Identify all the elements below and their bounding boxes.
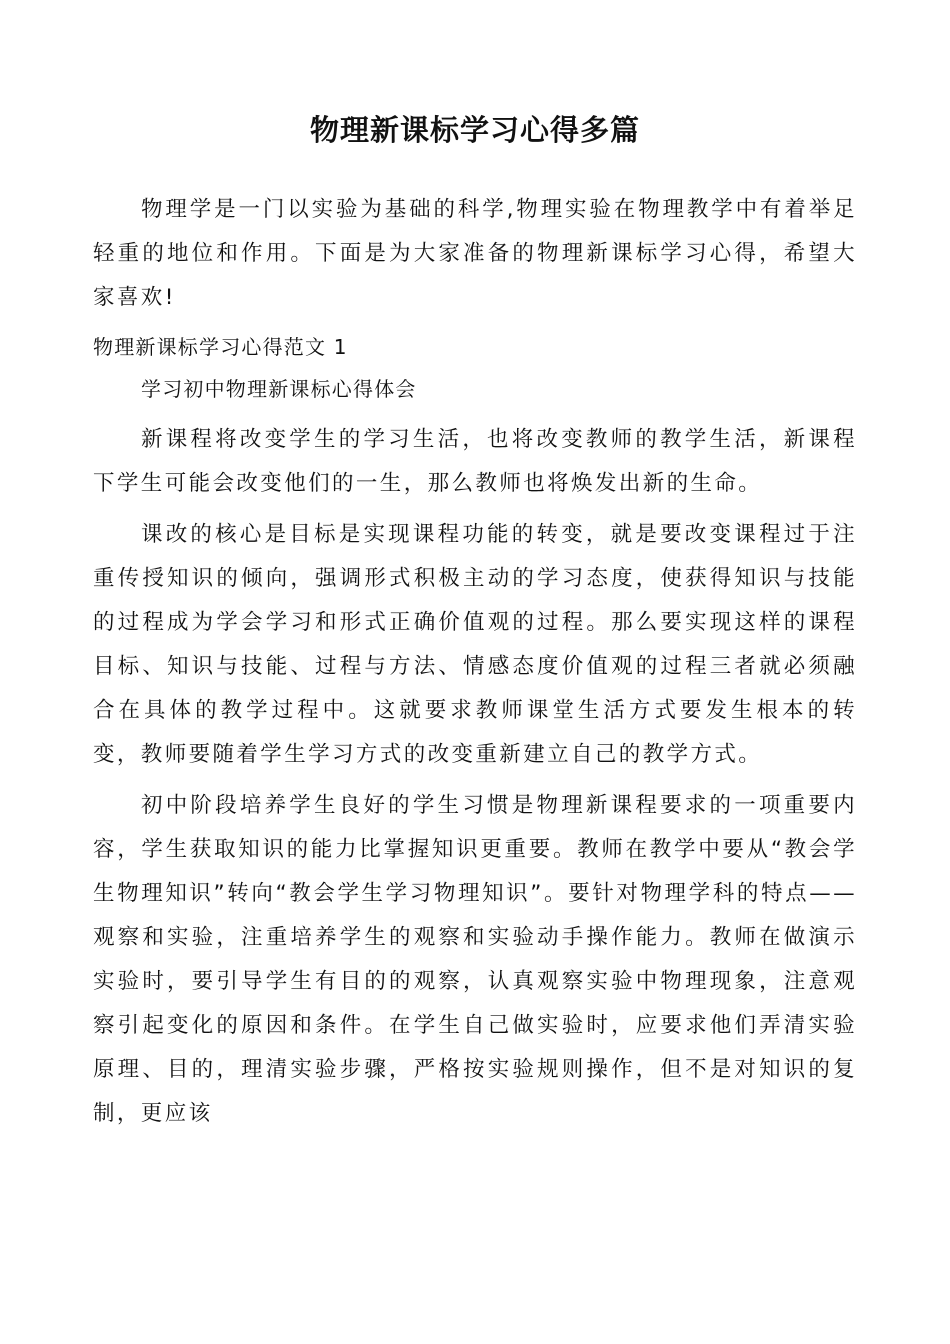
body-paragraph-3: 初中阶段培养学生良好的学生习惯是物理新课程要求的一项重要内容，学生获取知识的能力比掌握知识更重要。教师在教学中要从“教会学生物理知识”转向“教会学生学习物理知识”。要针对物理学科的特点——观察和实验，注重培养学生的观察和实验动手操作能力。教师在做演示实验时，要引导学生有目的的观察，认真观察实验中物理现象，注意观察引起变化的原因和条件。在学生自己做实验时，应要求他们弄清实验原理、目的，理清实验步骤，严格按实验规则操作，但不是对知识的复制，更应该 — [93, 793, 857, 1126]
intro-paragraph: 物理学是一门以实验为基础的科学,物理实验在物理教学中有着举足轻重的地位和作用。下面是为大家准备的物理新课标学习心得，希望大家喜欢! — [93, 197, 857, 310]
document-body — [93, 188, 857, 1136]
sub-heading: 学习初中物理新课标心得体会 — [141, 377, 417, 401]
body-paragraph-2: 课改的核心是目标是实现课程功能的转变，就是要改变课程过于注重传授知识的倾向，强调形式积极主动的学习态度，使获得知识与技能的过程成为学会学习和形式正确价值观的过程。那么要实现这样的课程目标、知识与技能、过程与方法、情感态度价值观的过程三者就必须融合在具体的教学过程中。这就要求教师课堂生活方式要发生根本的转变，教师要随着学生学习方式的改变重新建立自己的教学方式。 — [93, 522, 857, 767]
body-paragraph-1: 新课程将改变学生的学习生活，也将改变教师的教学生活，新课程下学生可能会改变他们的一生，那么教师也将焕发出新的生命。 — [93, 427, 857, 496]
section-heading: 物理新课标学习心得范文 1 — [93, 335, 348, 359]
document-title: 物理新课标学习心得多篇 — [309, 113, 640, 147]
